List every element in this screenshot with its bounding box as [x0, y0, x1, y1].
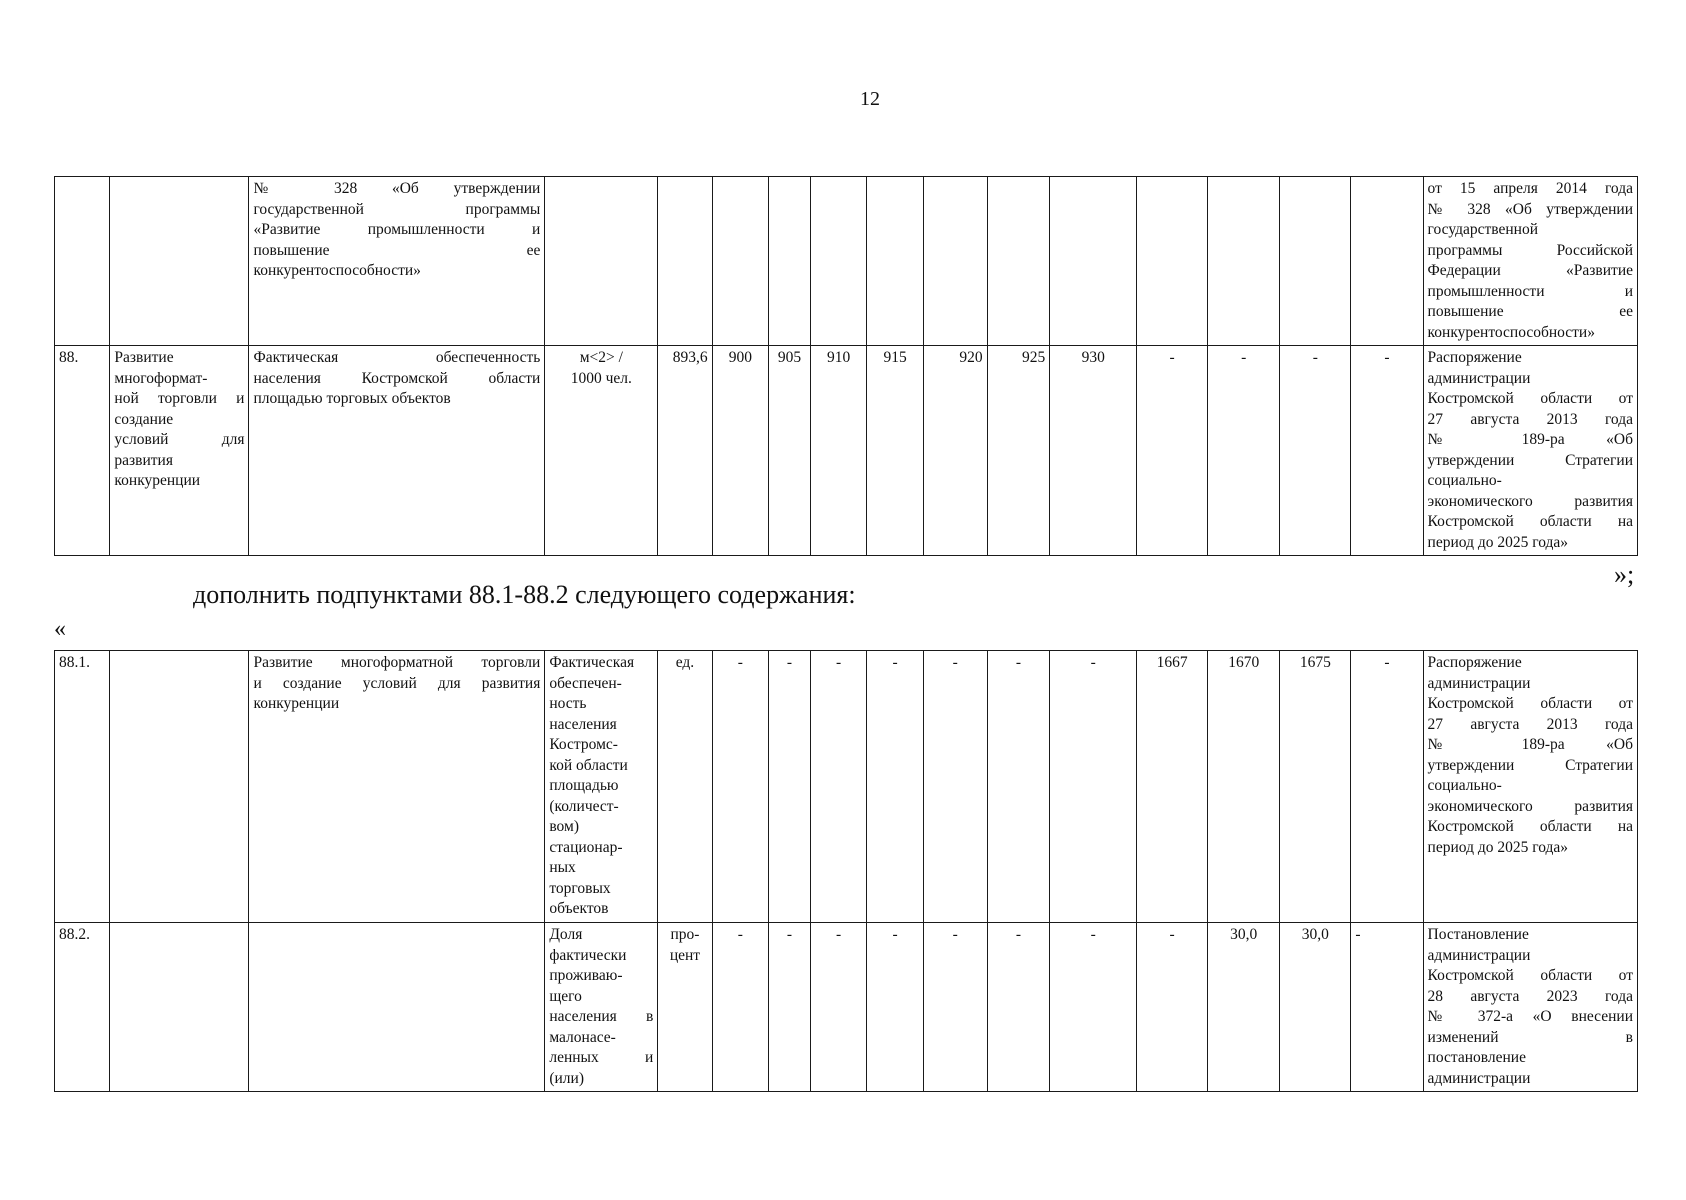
opening-quote: « [54, 616, 66, 642]
cell-value: 893,6 [658, 346, 712, 556]
cell-value: - [769, 651, 811, 923]
cell-value: - [1137, 923, 1208, 1092]
cell-indicator [545, 651, 658, 923]
cell-value: 1670 [1208, 651, 1280, 923]
text-line: объектов [549, 900, 609, 917]
cell-indicator [249, 346, 545, 556]
text-line: Развитие [114, 349, 174, 366]
cell-value: - [712, 651, 768, 923]
cell-value: 915 [867, 346, 923, 556]
text-line: Костромской области от [1427, 967, 1633, 984]
text-line: ной торговли и [114, 390, 245, 407]
cell-empty [110, 651, 249, 923]
cell-empty [249, 923, 545, 1092]
text-line: ных [549, 859, 576, 876]
text-line: конкурентоспособности» [253, 262, 421, 279]
text-line: (количест- [549, 797, 619, 815]
text-line: № 189-ра «Об [1427, 736, 1633, 753]
table-row-88 [55, 346, 1638, 556]
cell-value: - [810, 923, 866, 1092]
text-line: создание [114, 410, 174, 428]
text-line: Развитие многоформатной торговли [253, 654, 541, 671]
text-line: населения Костромской области [253, 369, 541, 387]
text-line: 27 августа 2013 года [1427, 715, 1633, 733]
cell-num: 88.1. [55, 651, 110, 923]
text-line: Костромской области на [1427, 818, 1633, 835]
table-row-88-1 [55, 651, 1638, 923]
text-line: № 328 «Об утверждении [253, 180, 541, 197]
text-line: № 189-ра «Об [1427, 431, 1633, 448]
text-line: стационар- [549, 838, 623, 856]
text-line: кой области [549, 756, 628, 774]
text-line: Распоряжение [1427, 654, 1522, 671]
text-line: изменений в [1427, 1028, 1633, 1046]
text-line: повышение ее [1427, 303, 1633, 320]
cell-num: 88.2. [55, 923, 110, 1092]
cell-unit: ед. [658, 651, 712, 923]
text-line: программы Российской [1427, 241, 1633, 259]
text-line: от 15 апреля 2014 года [1427, 180, 1633, 197]
cell-value: - [987, 651, 1050, 923]
text-line: вом) [549, 818, 579, 835]
cell-unit [658, 923, 712, 1092]
text-line: развития [114, 451, 173, 469]
text-line: конкуренции [114, 472, 201, 489]
text-line: администрации [1427, 946, 1531, 964]
cell-value: - [1351, 651, 1423, 923]
text-line: про- [670, 926, 700, 943]
cell-document [1423, 651, 1637, 923]
text-line: 27 августа 2013 года [1427, 410, 1633, 428]
text-line: период до 2025 года» [1427, 838, 1569, 856]
cell-value: - [1050, 651, 1137, 923]
table-continuation [54, 176, 1638, 556]
text-line: площадью [549, 777, 619, 794]
cell-value: - [1137, 346, 1208, 556]
cell-value: 1675 [1280, 651, 1351, 923]
cell-indicator [249, 177, 545, 346]
text-line: № 328 «Об утверждении [1427, 200, 1633, 218]
cell-task [110, 177, 249, 346]
text-line: щего [549, 987, 582, 1005]
cell-value: - [1351, 346, 1423, 556]
text-line: Костромской области на [1427, 513, 1633, 530]
cell-task [110, 346, 249, 556]
text-line: № 372-а «О внесении [1427, 1008, 1633, 1025]
text-line: экономического развития [1427, 492, 1633, 510]
text-line: Распоряжение [1427, 349, 1522, 366]
table-row-88-2 [55, 923, 1638, 1092]
cell-task [249, 651, 545, 923]
text-line: населения [549, 715, 617, 733]
text-line: цент [669, 946, 701, 964]
text-line: Костромс- [549, 736, 618, 753]
cell-indicator [545, 923, 658, 1092]
cell-document [1423, 346, 1637, 556]
text-line: конкурентоспособности» [1427, 323, 1595, 341]
text-line: и создание условий для развития [253, 674, 541, 692]
text-line: населения в [549, 1008, 654, 1025]
text-line: (или) [549, 1069, 584, 1087]
table-row-continuation [55, 177, 1638, 346]
cell-value: - [810, 651, 866, 923]
cell-value: 920 [923, 346, 987, 556]
cell-document [1423, 177, 1637, 346]
text-line: Фактическая [549, 654, 635, 671]
text-line: Постановление [1427, 926, 1529, 943]
amendment-heading: дополнить подпунктами 88.1-88.2 следующего содержания: [193, 580, 856, 609]
text-line: Костромской области от [1427, 695, 1633, 712]
text-line: многоформат- [114, 369, 208, 387]
text-line: 28 августа 2023 года [1427, 987, 1633, 1005]
text-line: ность [549, 695, 587, 712]
text-line: обеспечен- [549, 674, 622, 692]
cell-value: - [1280, 346, 1351, 556]
text-line: Костромской области от [1427, 390, 1633, 407]
text-line: утверждении Стратегии [1427, 451, 1633, 469]
cell-value: 905 [769, 346, 811, 556]
text-line: государственной программы [253, 200, 541, 218]
text-line: малонасе- [549, 1028, 616, 1046]
text-line: конкуренции [253, 695, 340, 712]
cell-value: 30,0 [1280, 923, 1351, 1092]
cell-value: - [987, 923, 1050, 1092]
cell-value: 30,0 [1208, 923, 1280, 1092]
text-line: фактически [549, 946, 627, 964]
text-line: проживаю- [549, 967, 623, 984]
text-line: администрации [1427, 1069, 1531, 1087]
cell-unit [545, 177, 658, 346]
text-line: период до 2025 года» [1427, 533, 1569, 551]
text-line: утверждении Стратегии [1427, 756, 1633, 774]
cell-empty [110, 923, 249, 1092]
cell-value: - [867, 923, 923, 1092]
text-line: администрации [1427, 369, 1531, 387]
page-number: 12 [860, 88, 880, 110]
text-line: «Развитие промышленности и [253, 221, 541, 238]
text-line: Фактическая обеспеченность [253, 349, 541, 366]
cell-unit [545, 346, 658, 556]
text-line: условий для [114, 431, 245, 448]
cell-num [55, 177, 110, 346]
cell-value: 1667 [1137, 651, 1208, 923]
cell-value: - [769, 923, 811, 1092]
text-line: администрации [1427, 674, 1531, 692]
text-line: промышленности и [1427, 282, 1633, 300]
text-line: Федерации «Развитие [1427, 262, 1633, 279]
text-line: м<2> / [579, 349, 623, 366]
cell-value: - [1050, 923, 1137, 1092]
text-line: 1000 чел. [570, 369, 632, 387]
cell-document [1423, 923, 1637, 1092]
text-line: социально- [1427, 777, 1502, 794]
closing-quote: »; [1614, 560, 1635, 589]
cell-value: - [923, 651, 987, 923]
cell-value: 910 [810, 346, 866, 556]
cell-value: - [867, 651, 923, 923]
cell-value: 900 [712, 346, 768, 556]
cell-value: - [1208, 346, 1280, 556]
text-line: экономического развития [1427, 797, 1633, 815]
text-line: ленных и [549, 1049, 654, 1066]
text-line: повышение ее [253, 241, 541, 259]
cell-value: - [1351, 923, 1423, 1092]
text-line: государственной [1427, 221, 1539, 238]
cell-num: 88. [55, 346, 110, 556]
cell-value: 925 [987, 346, 1050, 556]
text-line: постановление [1427, 1049, 1526, 1066]
cell-value: - [712, 923, 768, 1092]
cell-value: - [923, 923, 987, 1092]
text-line: Доля [549, 926, 583, 943]
cell-value: 930 [1050, 346, 1137, 556]
text-line: социально- [1427, 472, 1502, 489]
table-amendment [54, 650, 1638, 1092]
text-line: площадью торговых объектов [253, 390, 451, 407]
text-line: торговых [549, 879, 611, 897]
